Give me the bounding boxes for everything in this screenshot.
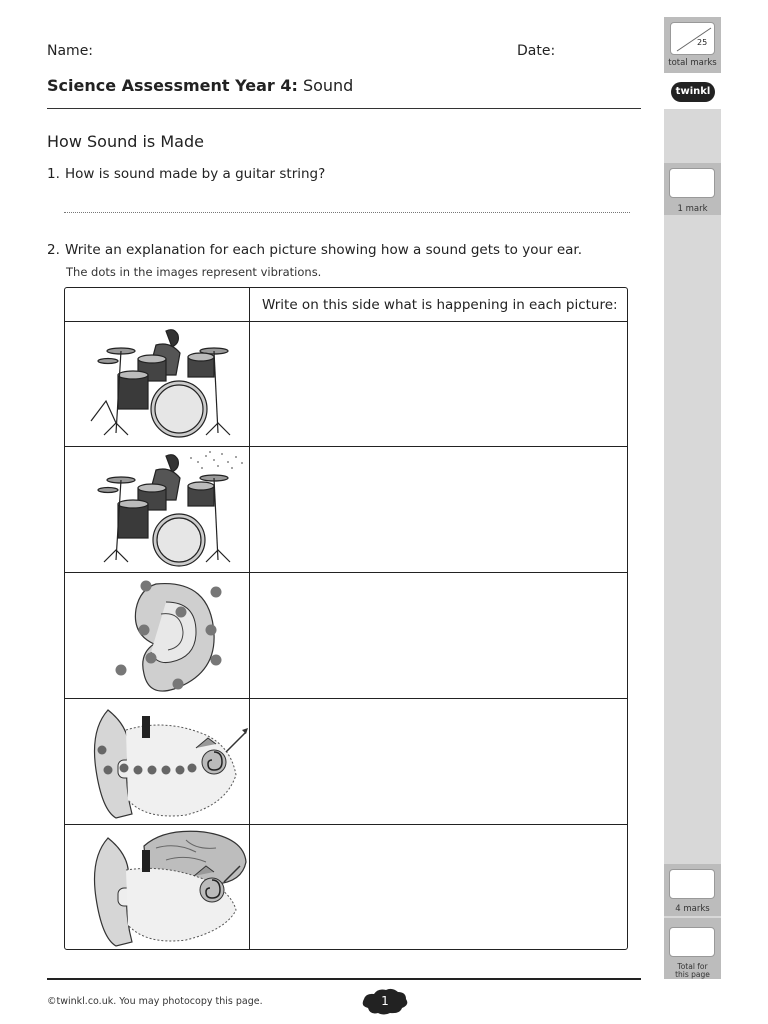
page-total-label-2: this page	[675, 970, 710, 979]
name-label: Name:	[47, 43, 94, 59]
answer-cell-1[interactable]	[251, 323, 627, 445]
twinkl-logo: twinkl	[671, 82, 715, 102]
q2-marks-box[interactable]	[669, 869, 715, 899]
answer-cell-5[interactable]	[251, 826, 627, 948]
page-title	[47, 76, 353, 95]
table-row-divider	[64, 824, 628, 825]
q2-marks-label: 4 marks	[675, 904, 710, 914]
table-row-divider	[64, 446, 628, 447]
section-title: How Sound is Made	[47, 132, 204, 151]
total-marks-label: total marks	[668, 58, 717, 68]
table-row-divider	[64, 572, 628, 573]
title-bold: Science Assessment Year 4:	[47, 76, 298, 95]
header-rule	[47, 108, 641, 109]
page-number: 1	[381, 994, 389, 1008]
answer-cell-3[interactable]	[251, 574, 627, 697]
total-marks-box[interactable]	[670, 22, 715, 55]
drum-kit-vibrations-icon	[66, 448, 248, 571]
answer-cell-2[interactable]	[251, 448, 627, 571]
page-total-box[interactable]	[669, 927, 715, 957]
copyright-text: ©twinkl.co.uk. You may photocopy this page.	[47, 996, 263, 1007]
outer-ear-icon	[66, 574, 248, 697]
table-row-divider	[64, 698, 628, 699]
question-1	[47, 166, 325, 182]
table-header-divider	[64, 321, 628, 322]
page-total-label-1: Total for	[677, 962, 708, 971]
marks-sidebar	[664, 17, 721, 979]
divider-slash-icon	[671, 23, 716, 56]
ear-canal-cross-section-icon	[66, 700, 248, 823]
q1-marks-box[interactable]	[669, 168, 715, 198]
question-2	[47, 242, 582, 258]
question-1-text: How is sound made by a guitar string?	[65, 166, 326, 182]
question-2-text: Write an explanation for each picture showing how a sound gets to your ear.	[65, 242, 583, 258]
table-header-instruction: Write on this side what is happening in each picture:	[262, 297, 618, 313]
table-column-divider	[249, 287, 250, 950]
total-marks-value: 25	[697, 38, 708, 47]
inner-ear-brain-icon	[66, 826, 248, 949]
footer-rule	[47, 978, 641, 980]
question-1-number: 1.	[47, 166, 60, 182]
q1-marks-label: 1 mark	[677, 204, 708, 214]
title-subject: Sound	[297, 76, 354, 95]
date-label: Date:	[517, 43, 556, 59]
question-2-note: The dots in the images represent vibrations.	[66, 265, 322, 279]
question-2-number: 2.	[47, 242, 60, 258]
drum-kit-drummer-icon	[66, 323, 248, 446]
question-1-answer-line[interactable]	[64, 212, 630, 213]
answer-cell-4[interactable]	[251, 700, 627, 823]
